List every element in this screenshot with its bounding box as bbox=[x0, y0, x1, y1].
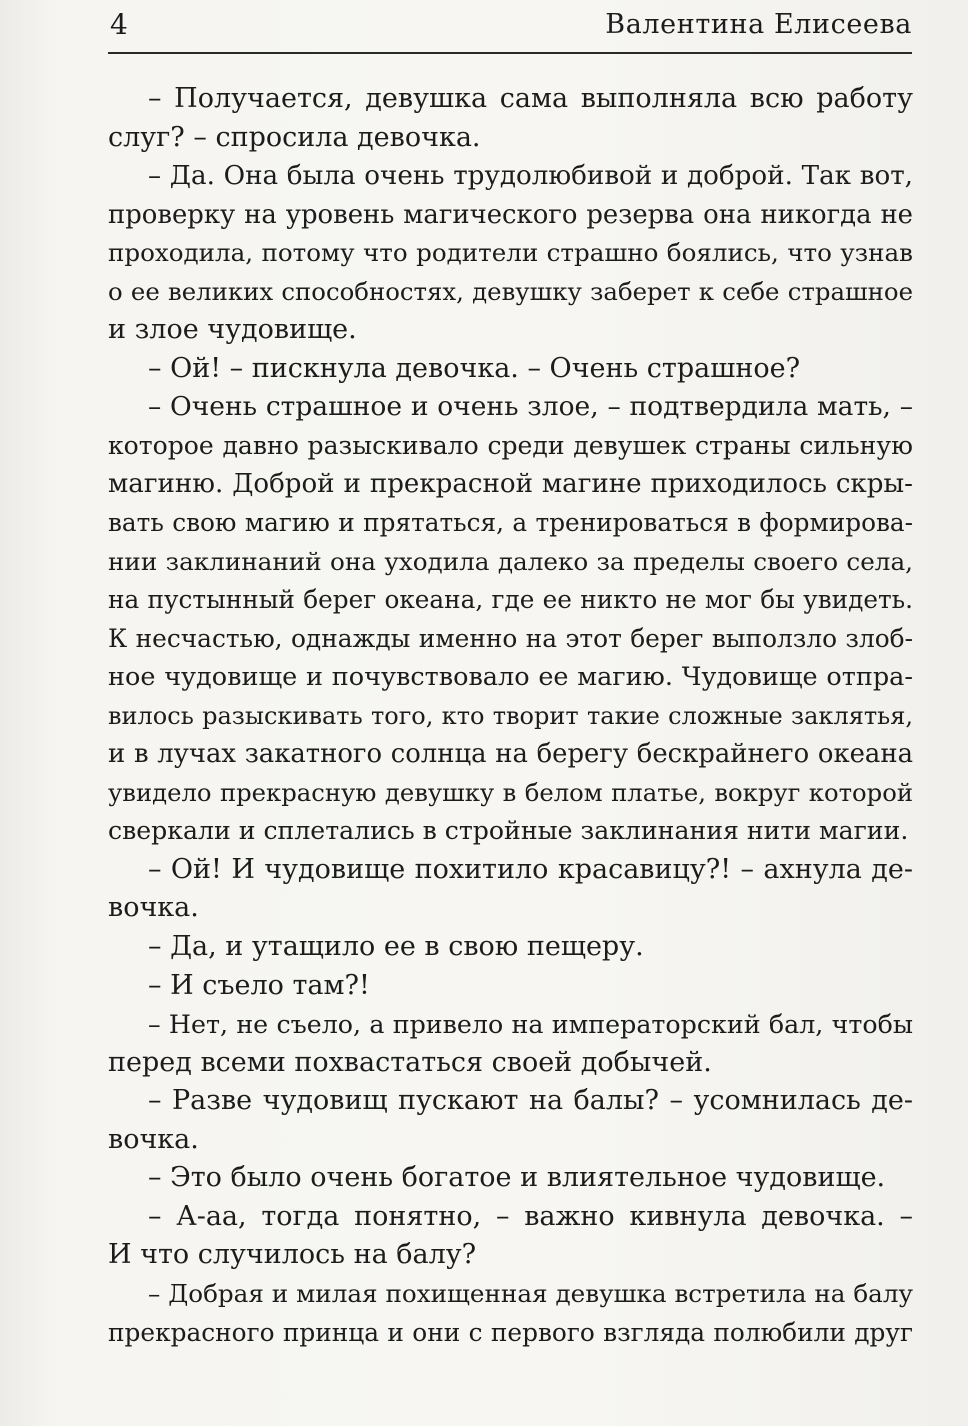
page-header bbox=[108, 6, 912, 46]
text-line: И что случилось на балу? bbox=[108, 1239, 477, 1271]
text-line: – Нет, не съело, а привело на императорский бал, чтобы bbox=[148, 1009, 913, 1040]
text-line: которое давно разыскивало среди девушек страны сильную bbox=[108, 430, 913, 460]
text-line: – Ой! И чудовище похитило красавицу?! – ахнула де- bbox=[148, 853, 913, 885]
text-line: вать свою магию и прятаться, а тренироваться в формирова- bbox=[108, 508, 913, 538]
text-line: – Да. Она была очень трудолюбивой и доброй. Так вот, bbox=[148, 161, 913, 192]
text-line: увидело прекрасную девушку в белом платье, вокруг которой bbox=[108, 777, 913, 807]
text-line: ное чудовище и почувствовало ее магию. Чудовище отпра- bbox=[108, 662, 913, 693]
text-line: – И съело там?! bbox=[148, 969, 370, 1001]
body-text bbox=[108, 80, 913, 1352]
text-line: на пустынный берег океана, где ее никто не мог бы увидеть. bbox=[108, 585, 913, 615]
text-line: вочка. bbox=[108, 1123, 199, 1155]
text-line: о ее великих способностях, девушку заберет к себе страшное bbox=[108, 276, 913, 306]
text-line: перед всеми похвастаться своей добычей. bbox=[108, 1046, 712, 1078]
text-line: прекрасного принца и они с первого взгляда полюбили друг bbox=[108, 1317, 913, 1347]
text-line: вилось разыскивать того, кто творит такие сложные заклятья, bbox=[108, 701, 913, 730]
text-line: слуг? – спросила девочка. bbox=[108, 121, 481, 153]
text-line: и злое чудовище. bbox=[108, 314, 357, 346]
text-line: – Добрая и милая похищенная девушка встретила на балу bbox=[148, 1278, 913, 1308]
text-line: – Разве чудовищ пускают на балы? – усомнилась де- bbox=[148, 1085, 913, 1117]
running-title: Валентина Елисеева bbox=[605, 9, 912, 40]
text-line: – Ой! – пискнула девочка. – Очень страшное? bbox=[148, 352, 801, 384]
text-line: – А-аа, тогда понятно, – важно кивнула девочка. – bbox=[148, 1200, 913, 1232]
text-line: нии заклинаний она уходила далеко за пределы своего села, bbox=[108, 546, 913, 576]
text-line: – Получается, девушка сама выполняла всю работу bbox=[148, 83, 913, 114]
text-line: сверкали и сплетались в стройные заклинания нити магии. bbox=[108, 816, 909, 846]
text-line: – Это было очень богатое и влиятельное чудовище. bbox=[148, 1162, 886, 1194]
text-line: проходила, потому что родители страшно боялись, что узнав bbox=[108, 238, 913, 268]
text-line: вочка. bbox=[108, 892, 199, 924]
text-line: К несчастью, однажды именно на этот берег выползло злоб- bbox=[108, 623, 913, 653]
text-line: проверку на уровень магического резерва она никогда не bbox=[108, 199, 913, 230]
page-number: 4 bbox=[110, 8, 128, 41]
header-rule bbox=[108, 52, 912, 54]
text-line: и в лучах закатного солнца на берегу бескрайнего океана bbox=[108, 739, 913, 770]
text-line: – Очень страшное и очень злое, – подтвердила мать, – bbox=[148, 391, 913, 423]
text-line: магиню. Доброй и прекрасной магине приходилось скры- bbox=[108, 469, 913, 500]
text-line: – Да, и утащило ее в свою пещеру. bbox=[148, 931, 644, 963]
